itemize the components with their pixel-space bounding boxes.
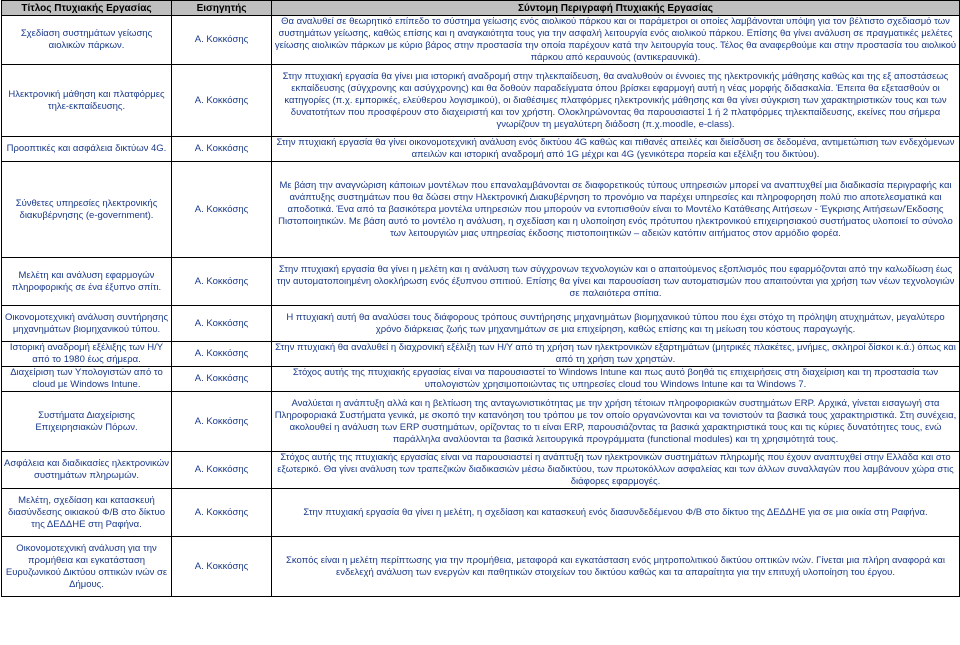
supervisor-cell: Α. Κοκκόσης	[172, 392, 272, 452]
thesis-title-cell: Οικονομοτεχνική ανάλυση συντήρησης μηχανημάτων βιομηχανικού τύπου.	[2, 306, 172, 342]
summary-cell: Στην πτυχιακή εργασία θα γίνει οικονομοτεχνική ανάλυση ενός δικτύου 4G καθώς και πιθανές απειλές και διείσδυση σε δεδομένα, αντιμετώπιση των ενδεχόμενων απειλών και ιστορική αναδρομή από 1G μέχρι και 4G (γενικότερα πορεία και εξέλιξη του δικτύου).	[272, 137, 960, 162]
table-row	[2, 65, 960, 137]
table-row	[2, 392, 960, 452]
summary-cell: Στόχος αυτής της πτυχιακής εργασίας είναι να παρουσιαστεί η ανάπτυξη των ηλεκτρονικών συστημάτων πληρωμής που έχουν αναπτυχθεί στην Ελλάδα και στο εξωτερικό. Θα γίνει ανάλυση των τραπεζικών διαδικασιών μέσω διαδικτύου, των πρωτοκόλλων ασφαλείας και των άλλων συναλλαγών που λαμβάνουν χώρα στις διάφορες εφαρμογές.	[272, 452, 960, 489]
thesis-title-cell: Ηλεκτρονική μάθηση και πλατφόρμες τηλε-εκπαίδευσης.	[2, 65, 172, 137]
thesis-title-cell: Συστήματα Διαχείρισης Επιχειρησιακών Πόρων.	[2, 392, 172, 452]
table-row	[2, 162, 960, 258]
supervisor-cell: Α. Κοκκόσης	[172, 452, 272, 489]
thesis-title-cell: Οικονομοτεχνική ανάλυση για την προμήθεια και εγκατάσταση Ευρυζωνικού Δικτύου οπτικών ινών σε Δήμους.	[2, 537, 172, 597]
table-row	[2, 537, 960, 597]
table-row	[2, 16, 960, 65]
supervisor-cell: Α. Κοκκόσης	[172, 489, 272, 537]
thesis-table	[1, 0, 960, 597]
thesis-title-cell: Μελέτη και ανάλυση εφαρμογών πληροφορικής σε ένα έξυπνο σπίτι.	[2, 258, 172, 306]
summary-cell: Στην πτυχιακή εργασία θα γίνει η μελέτη, η σχεδίαση και κατασκευή ενός διασυνδεδέμενου Φ/Β στο δίκτυο της ΔΕΔΔΗΕ για σε μια οικία στη Ραφήνα.	[272, 489, 960, 537]
table-row	[2, 258, 960, 306]
table-row	[2, 342, 960, 367]
table-row	[2, 367, 960, 392]
summary-cell: Αναλύεται η ανάπτυξη αλλά και η βελτίωση της ανταγωνιστικότητας με την χρήση τέτοιων πληροφοριακών συστημάτων ERP. Αρχικά, γίνεται εισαγωγή στα Πληροφοριακά Συστήματα γενικά, με σκοπό την κατανόηση του τρόπου με τον οποίο οργανώνονται και να τονιστούν τα βασικά τους χαρακτηριστικά. Στη συνέχεια, ακολουθεί η ανάλυση των ERP συστημάτων, ορίζοντας το τι είναι ERP, παρουσιάζοντας τα βασικά χαρακτηριστικά τους και τις κύριες δυνατότητες τους, ενώ παράλληλα αναλύονται τα βασικά λειτουργικά προγράμματα (functional modules) και τη χρησιμότητά τους.	[272, 392, 960, 452]
header-title: Τίτλος Πτυχιακής Εργασίας	[2, 1, 172, 16]
header-supervisor: Εισηγητής	[172, 1, 272, 16]
thesis-title-cell: Ασφάλεια και διαδικασίες ηλεκτρονικών συστημάτων πληρωμών.	[2, 452, 172, 489]
supervisor-cell: Α. Κοκκόσης	[172, 306, 272, 342]
summary-cell: Στόχος αυτής της πτυχιακής εργασίας είναι να παρουσιαστεί το Windows Intune και πως αυτό βοηθά τις επιχειρήσεις στη διαχείριση και τη προστασία των υπολογιστών χρησιμοποιώντας τις υπηρεσίες cloud του Windows Intune και τα Windows 7.	[272, 367, 960, 392]
supervisor-cell: Α. Κοκκόσης	[172, 137, 272, 162]
summary-cell: Στην πτυχιακή εργασία θα γίνει η μελέτη και η ανάλυση των σύγχρονων τεχνολογιών και ο απαιτούμενος εξοπλισμός που εφαρμόζονται από την καλωδίωση έως την αυτοματοποιημένη ολοκλήρωση ενός έξυπνου σπιτιού. Επίσης θα γίνει και παρουσίαση των αυτοματισμών που απαιτούνται για χρήση των νέων τεχνολογιών σε παλαιότερα σπίτια.	[272, 258, 960, 306]
summary-cell: Θα αναλυθεί σε θεωρητικό επίπεδο το σύστημα γείωσης ενός αιολικού πάρκου και οι παράμετροι οι οποίες λαμβάνονται υπόψη για τον βέλτιστο σχεδιασμό των συστημάτων γείωσης, καθώς επίσης και η αναγκαιότητα τους για την ασφαλή λειτουργία ενός αιολικού πάρκου. Επίσης θα γίνει ανάλυση σε πραγματικές μελέτες γείωσης αιολικών πάρκων με κύριο βάρος στην προστασία την οποία παρέχουν κατά την λειτουργία τους. Τέλος θα αναφερθούμε και στην προστασία του αιολικού πάρκου από κεραυνούς (αντικεραυνικά).	[272, 16, 960, 65]
thesis-title-cell: Προοπτικές και ασφάλεια δικτύων 4G.	[2, 137, 172, 162]
table-row	[2, 306, 960, 342]
summary-cell: Στην πτυχιακή εργασία θα γίνει μια ιστορική αναδρομή στην τηλεκπαίδευση, θα αναλυθούν οι έννοιες της ηλεκτρονικής μάθησης καθώς και της εξ αποστάσεως εκπαίδευσης (σύγχρονης και ασύγχρονης) και θα δοθούν παραδείγματα όπου βρίσκει εφαρμογή αυτή η νέας μορφής διδασκαλία. Έπειτα θα εξετασθούν οι κατηγορίες (π.χ. εμπορικές, ελεύθερου λογισμικού), οι διαθέσιμες πλατφόρμες ηλεκτρονικής μάθησης και θα γίνει σύγκριση των χαρακτηριστικών τους και των δυνατοτήτων που προσφέρουν στο διαχειριστή και τον χρήστη. Ολοκληρώνοντας θα παρουσιαστεί 1 ή 2 πλατφόρμες τηλεκπαίδευσης, εκείνες που σήμερα γνωρίζουν τη μεγαλύτερη διάδοση (π.χ.moodle, e-class).	[272, 65, 960, 137]
summary-cell: Στην πτυχιακή θα αναλυθεί η διαχρονική εξέλιξη των Η/Υ από τη χρήση των ηλεκτρονικών εξαρτημάτων (μητρικές πλακέτες, μνήμες, σκληροί δίσκοι κ.ά.) όπως και από τη χρήση των χρηστών.	[272, 342, 960, 367]
thesis-title-cell: Σύνθετες υπηρεσίες ηλεκτρονικής διακυβέρνησης (e-government).	[2, 162, 172, 258]
table-row	[2, 137, 960, 162]
header-summary: Σύντομη Περιγραφή Πτυχιακής Εργασίας	[272, 1, 960, 16]
thesis-title-cell: Σχεδίαση συστημάτων γείωσης αιολικών πάρκων.	[2, 16, 172, 65]
supervisor-cell: Α. Κοκκόσης	[172, 342, 272, 367]
summary-cell: Με βάση την αναγνώριση κάποιων μοντέλων που επαναλαμβάνονται σε διαφορετικούς τύπους υπηρεσιών μπορεί να αναπτυχθεί μια διαδικασία περιγραφής και ανάπτυξης συστημάτων που θα δώσει στην Ηλεκτρονική Διακυβέρνηση το προνόμιο να παρέχει υπηρεσίες και πληροφορηση πολύ πιο αποτελεσματικά και αποδοτικά. Ένα από τα βασικότερα μοντέλα υπηρεσιών που μπορούν να εντοπισθούν είναι το Μοντέλο Κατάθεσης Αιτήσεων - Έγκρισης Αιτήσεων/Έκδοσης Πιστοποιητικών. Με βάση αυτό το μοντέλο η ανάλυση, η σχεδίαση και η υλοποίηση ενός πρότυπου ηλεκτρονικού επιχειρησιακού συστήματος υλοποιεί το σύνολο των λειτουργιών μιας υπηρεσίας έκδοσης πιστοποιητικών – αδειών κατόπιν αιτήματος στον αρμόδιο φορέα.	[272, 162, 960, 258]
table-row	[2, 452, 960, 489]
header-row	[2, 1, 960, 16]
supervisor-cell: Α. Κοκκόσης	[172, 16, 272, 65]
supervisor-cell: Α. Κοκκόσης	[172, 367, 272, 392]
supervisor-cell: Α. Κοκκόσης	[172, 258, 272, 306]
thesis-title-cell: Διαχείριση των Υπολογιστών από το cloud με Windows Intune.	[2, 367, 172, 392]
thesis-title-cell: Μελέτη, σχεδίαση και κατασκευή διασύνδεσης οικιακού Φ/Β στο δίκτυο της ΔΕΔΔΗΕ στη Ραφήνα.	[2, 489, 172, 537]
supervisor-cell: Α. Κοκκόσης	[172, 537, 272, 597]
supervisor-cell: Α. Κοκκόσης	[172, 65, 272, 137]
supervisor-cell: Α. Κοκκόσης	[172, 162, 272, 258]
thesis-title-cell: Ιστορική αναδρομή εξέλιξης των Η/Υ από το 1980 έως σήμερα.	[2, 342, 172, 367]
summary-cell: Σκοπός είναι η μελέτη περίπτωσης για την προμήθεια, μεταφορά και εγκατάσταση ενός μητροπολιτικού δικτύου οπτικών ινών. Γίνεται μια πλήρη αναφορά και ενδελεχή ανάλυση των ενεργών και παθητικών στοιχείων του δικτύου καθώς και τα απαραίτητα για την επιτυχή υλοποίηση του έργου.	[272, 537, 960, 597]
summary-cell: Η πτυχιακή αυτή θα αναλύσει τους διάφορους τρόπους συντήρησης μηχανημάτων βιομηχανικού τύπου που έχει στόχο τη πρόληψη ατυχημάτων, μεγαλύτερο χρόνο διάρκειας ζωής των μηχανημάτων σε μια επιχείρηση, καθώς επίσης και τη μείωση του κόστους παραγωγής.	[272, 306, 960, 342]
table-row	[2, 489, 960, 537]
